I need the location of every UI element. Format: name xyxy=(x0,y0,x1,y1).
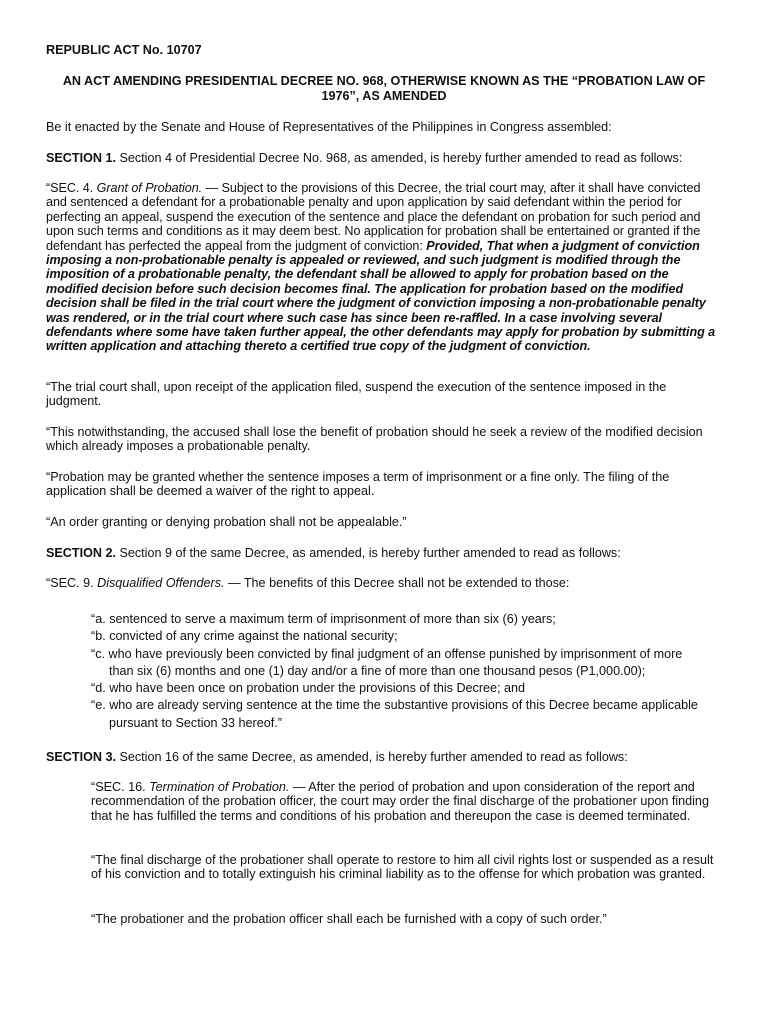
list-item-e: “e. who are already serving sentence at the time the substantive provisions of this Decree became applicable pursuant to Section 33 hereof.” xyxy=(91,698,698,730)
sec-16-body: — After the period of probation and upon consideration of the report and recommendation of the probation officer, the court may order the final discharge of the probationer upon finding that he has fulfilled the terms and conditions of his probation and thereupon the case is deemed terminated. xyxy=(91,780,709,823)
section-9-disqualified-offenders xyxy=(46,576,722,590)
section-1-paragraph-2: “The trial court shall, upon receipt of the application filed, suspend the execution of the sentence imposed in the judgment. xyxy=(46,380,667,409)
section-2-label: SECTION 2. xyxy=(46,546,116,560)
section-3-intro xyxy=(46,750,722,764)
sec-9-heading: Disqualified Offenders. xyxy=(97,576,225,590)
sec-16-heading: Termination of Probation. xyxy=(149,780,290,794)
act-number: REPUBLIC ACT No. 10707 xyxy=(46,43,202,57)
section-1-intro xyxy=(46,151,722,165)
sec-9-body: — The benefits of this Decree shall not be extended to those: xyxy=(224,576,570,590)
section-4-grant-of-probation xyxy=(46,181,722,354)
section-2-intro xyxy=(46,546,722,560)
sec-4-prefix: “SEC. 4. xyxy=(46,181,97,195)
section-1-paragraph-4: “Probation may be granted whether the sentence imposes a term of imprisonment or a fine only. The filing of the application shall be deemed a waiver of the right to appeal. xyxy=(46,470,670,499)
sec-16-prefix: “SEC. 16. xyxy=(91,780,150,794)
sec-4-proviso: Provided, That when a judgment of conviction imposing a non-probationable penalty is appealed or reviewed, and such judgment is modified through the imposition of a probationable penalty, the defendant shall be allowed to apply for probation based on the modified decision before such decision becomes final. The application for probation based on the modified decision shall be filed in the trial court where the judgment of conviction imposing a non-probationable penalty was rendered, or in the trial court where such case has since been re-raffled. In a case involving several defendants where some have taken further appeal, the other defendants may apply for probation by submitting a written application and attaching thereto a certified true copy of the judgment of conviction. xyxy=(46,238,716,354)
section-16-termination-of-probation xyxy=(91,780,722,823)
section-3-paragraph-3: “The probationer and the probation officer shall each be furnished with a copy of such order.” xyxy=(91,912,607,926)
section-3-text: Section 16 of the same Decree, as amended, is hereby further amended to read as follows: xyxy=(115,750,628,764)
act-title: AN ACT AMENDING PRESIDENTIAL DECREE NO. 968, OTHERWISE KNOWN AS THE “PROBATION LAW OF 1976”, AS AMENDED xyxy=(62,74,706,103)
list-item-b: “b. convicted of any crime against the national security; xyxy=(91,629,398,644)
section-3-label: SECTION 3. xyxy=(46,750,116,764)
section-1-text: Section 4 of Presidential Decree No. 968, as amended, is hereby further amended to read as follows: xyxy=(115,151,683,165)
section-1-label: SECTION 1. xyxy=(46,151,116,165)
list-item-d: “d. who have been once on probation under the provisions of this Decree; and xyxy=(91,681,526,696)
list-item-c: “c. who have previously been convicted by final judgment of an offense punished by imprisonment of more than six (6) months and one (1) day and/or a fine of more than one thousand pesos (P1,000.00); xyxy=(91,646,683,678)
sec-9-prefix: “SEC. 9. xyxy=(46,576,98,590)
sec-4-body: — Subject to the provisions of this Decree, the trial court may, after it shall have convicted and sentenced a defendant for a probationable penalty and upon application by said defendant within the period for perfecting an appeal, suspend the execution of the sentence and place the defendant on probation for such period and upon such terms and conditions as it may deem best. No application for probation shall be entertained or granted if the defendant has perfected the appeal from the judgment of conviction: xyxy=(46,181,701,253)
list-item-a: “a. sentenced to serve a maximum term of imprisonment of more than six (6) years; xyxy=(91,612,556,626)
section-3-paragraph-2: “The final discharge of the probationer shall operate to restore to him all civil rights lost or suspended as a result of his conviction and to totally extinguish his criminal liability as to the offense for which probation was granted. xyxy=(91,853,714,882)
section-1-paragraph-5: “An order granting or denying probation shall not be appealable.” xyxy=(46,515,407,529)
section-1-paragraph-3: “This notwithstanding, the accused shall lose the benefit of probation should he seek a review of the modified decision which already imposes a probationable penalty. xyxy=(46,425,703,454)
section-2-text: Section 9 of the same Decree, as amended, is hereby further amended to read as follows: xyxy=(115,546,621,560)
disqualified-offenders-list xyxy=(91,611,722,732)
enacting-clause: Be it enacted by the Senate and House of Representatives of the Philippines in Congress assembled: xyxy=(46,120,612,134)
sec-4-heading: Grant of Probation. xyxy=(96,181,203,195)
